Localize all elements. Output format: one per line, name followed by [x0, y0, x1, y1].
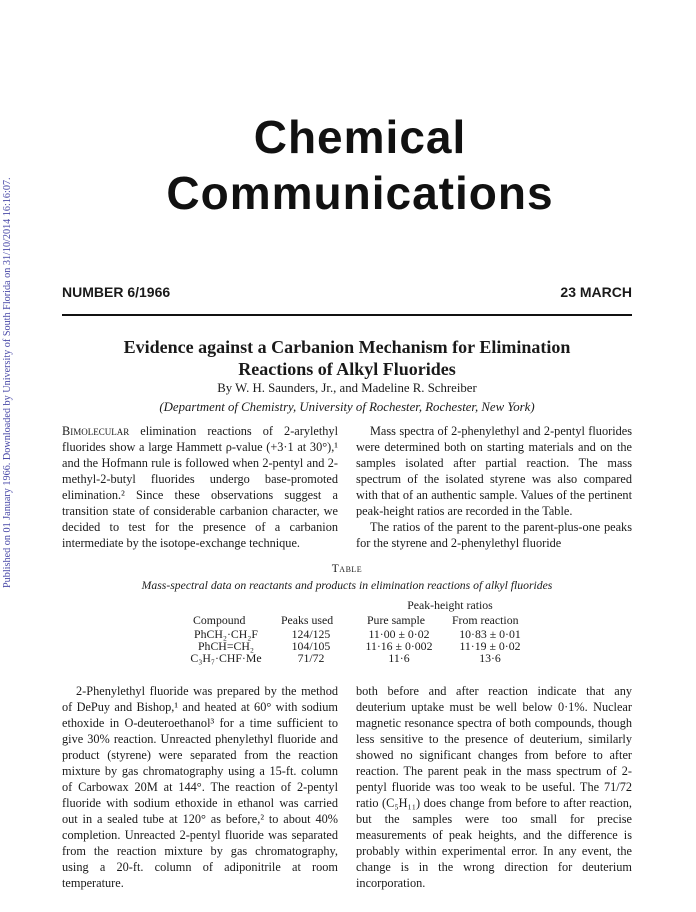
issue-number: NUMBER 6/1966 — [62, 284, 171, 300]
table-header-compound: Compound — [193, 613, 246, 627]
journal-title-line1: Chemical — [253, 111, 467, 163]
table-cell-compound: PhCH=CH₂ — [197, 639, 254, 653]
table-cell-pure: 11·00 ± 0·02 — [368, 627, 430, 641]
lead-word: Bimolecular — [62, 424, 130, 438]
journal-title-line2: Communications — [166, 167, 554, 219]
issue-date: 23 MARCH — [560, 284, 632, 300]
table-cell-compound: PhCH₂·CH₂F — [194, 627, 258, 641]
table-cell-reaction: 13·6 — [479, 651, 501, 665]
body-column-1 — [62, 423, 338, 551]
table-cell-pure: 11·6 — [388, 651, 410, 665]
table-cell-reaction: 10·83 ± 0·01 — [459, 627, 521, 641]
table-cell-peaks: 104/105 — [291, 639, 331, 653]
table-title: Table — [331, 563, 363, 575]
article-authors: By W. H. Saunders, Jr., and Madeline R. Schreiber — [217, 381, 477, 395]
table-cell-reaction: 11·19 ± 0·02 — [459, 639, 521, 653]
header-rule — [62, 314, 632, 316]
table-header-reaction: From reaction — [452, 613, 519, 627]
article-title-line1: Evidence against a Carbanion Mechanism for Elimination — [123, 337, 571, 357]
paragraph: Mass spectra of 2-phenylethyl and 2-pentyl fluorides were determined both on starting materials and on the samples isolated after partial reaction. The mass spectrum of the isolated styrene was also compared with that of an authentic sample. Values of the pertinent peak-height ratios are recorded in the Table. — [356, 424, 632, 518]
table-group-header: Peak-height ratios — [407, 598, 493, 612]
table-cell-peaks: 71/72 — [297, 651, 325, 665]
article-title — [80, 336, 614, 380]
table-cell-compound: C₃H₇·CHF·Me — [190, 651, 262, 665]
table-cell-peaks: 124/125 — [291, 627, 331, 641]
table-caption: Mass-spectral data on reactants and products in elimination reactions of alkyl fluorides — [141, 579, 553, 592]
article-title-line2: Reactions of Alkyl Fluorides — [238, 359, 456, 379]
table-cell-pure: 11·16 ± 0·002 — [365, 639, 433, 653]
paragraph: The ratios of the parent to the parent-plus-one peaks for the styrene and 2-phenylethyl fluoride — [356, 520, 632, 550]
paragraph: 2-Phenylethyl fluoride was prepared by the method of DePuy and Bishop,¹ and heated at 60° with sodium ethoxide in O-deuteroethanol³ for a time sufficient to give 30% reaction. Unreacted phenylethyl fluoride and product (styrene) were separated from the reaction mixture by gas chromatography using a 15-ft. column of Carbowax 20M at 144°. The reaction of 2-pentyl fluoride with sodium ethoxide in ethanol was carried out in a sealed tube at 120° as before,² to about 40% completion. Unreacted 2-pentyl fluoride was separated from the reaction mixture by gas chromatography, using a 20-ft. column of adiponitrile at room temperature. — [62, 684, 338, 890]
issue-line — [62, 284, 632, 300]
paragraph-text: elimination reactions of 2-arylethyl fluorides show a large Hammett ρ-value (+3·1 at 30°),¹ and the Hofmann rule is followed when 2-pentyl and 2-methyl-2-butyl fluorides undergo base-promoted elimination.² Since these observations suggest a transition state of considerable carbanion character, we decided to test for the presence of a carbanion intermediate by the isotope-exchange technique. — [62, 424, 338, 550]
table-header-pure: Pure sample — [367, 613, 425, 627]
body-column-2 — [356, 423, 632, 551]
body-column-4 — [356, 683, 632, 891]
body-column-3 — [62, 683, 338, 891]
paragraph: both before and after reaction indicate that any deuterium uptake must be well below 0·1%. Nuclear magnetic resonance spectra of both compounds, though less sensitive to the presence of deuterium, similarly showed no significant changes from before to after reaction. The parent peak in the mass spectrum of 2-pentyl fluoride was too weak to be useful. The 71/72 ratio (C₅H₁₁) does change from before to after reaction, but the samples were too small for precise measurements of peak heights, and the difference is probably within experimental error. In any event, the change is in the wrong direction for deuterium incorporation. — [356, 684, 632, 890]
article-affiliation: (Department of Chemistry, University of Rochester, Rochester, New York) — [159, 400, 535, 414]
side-note-text: Published on 01 January 1966. Downloaded by University of South Florida on 31/10/2014 16:16:07. — [2, 177, 13, 588]
table-header-peaks: Peaks used — [281, 613, 334, 627]
paragraph — [62, 423, 338, 551]
